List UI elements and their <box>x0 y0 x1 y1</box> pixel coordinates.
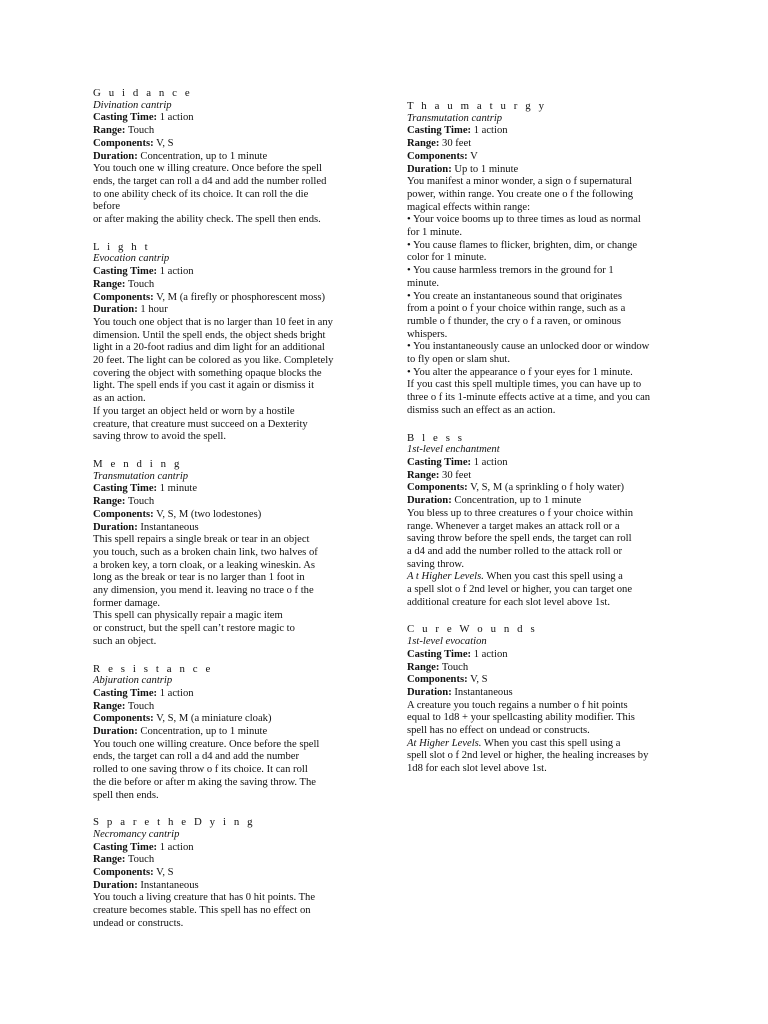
components-label: Components: <box>93 291 154 303</box>
description-line: This spell can physically repair a magic item <box>93 610 283 622</box>
at-higher-levels-label: At Higher Levels. <box>407 737 482 749</box>
description-line: or construct, but the spell can’t restore magic to <box>93 623 295 635</box>
description-line: You manifest a minor wonder, a sign o f supernatural <box>407 176 633 188</box>
components-row <box>93 138 355 151</box>
description-line: or after making the ability check. The spell then ends. <box>93 214 321 226</box>
duration-row <box>93 151 355 164</box>
description-line: spell has no effect on undead or constructs. <box>407 725 590 737</box>
spell-name: B l e s s <box>407 431 465 444</box>
components-value: V, S <box>153 867 174 879</box>
casting-time-value: 1 minute <box>157 483 198 495</box>
components-value: V, S, M (a sprinkling o f holy water) <box>467 482 625 494</box>
spell-name: M e n d i n g <box>93 457 182 470</box>
casting-time-row <box>407 125 687 138</box>
duration-row <box>93 726 355 739</box>
description-line: a spell slot o f 2nd level or higher, you can target one <box>407 584 633 596</box>
components-label: Components: <box>93 137 154 149</box>
duration-value: Concentration, up to 1 minute <box>137 726 268 738</box>
at-higher-levels-label: A t Higher Levels. <box>407 571 484 583</box>
description-line: minute. <box>407 277 440 289</box>
range-row <box>93 854 355 867</box>
description-line: long as the break or tear is no larger than 1 foot in <box>93 572 305 584</box>
components-row <box>407 151 687 164</box>
bullet-line: • You create an instantaneous sound that originates <box>407 290 622 302</box>
description-line: power, within range. You create one o f the following <box>407 188 634 200</box>
spell-name: C u r e W o u n d s <box>407 623 538 636</box>
description-line: dismiss such an effect as an action. <box>407 404 556 416</box>
casting-time-label: Casting Time: <box>93 266 158 278</box>
spell-school: Transmutation cantrip <box>93 470 189 482</box>
components-value: V <box>467 150 478 162</box>
description-line: saving throw before the spell ends, the target can roll <box>407 533 632 545</box>
duration-label: Duration: <box>407 163 452 175</box>
description-line: rolled to one saving throw o f its choice. It can roll <box>93 764 308 776</box>
description-line: A creature you touch regains a number o f hit points <box>407 699 628 711</box>
casting-time-value: 1 action <box>471 456 508 468</box>
description-line: You touch one w illing creature. Once before the spell <box>93 163 322 175</box>
components-row <box>93 292 355 305</box>
components-value: V, S, M (two lodestones) <box>153 508 262 520</box>
duration-label: Duration: <box>407 686 452 698</box>
range-value: Touch <box>125 700 155 712</box>
duration-value: Instantaneous <box>137 521 199 533</box>
range-value: Touch <box>125 125 155 137</box>
spell-school: Divination cantrip <box>93 99 172 111</box>
at-higher-levels-row <box>407 738 687 751</box>
spell-spare-the-dying <box>93 816 355 930</box>
duration-label: Duration: <box>93 879 138 891</box>
description-line: as an action. <box>93 393 146 405</box>
range-label: Range: <box>407 469 440 481</box>
bullet-line: • You alter the appearance o f your eyes for 1 minute. <box>407 366 633 378</box>
range-row <box>407 662 687 675</box>
duration-label: Duration: <box>93 304 138 316</box>
spell-mending <box>93 458 355 649</box>
spell-name: S p a r e t h e D y i n g <box>93 816 256 829</box>
components-row <box>407 482 687 495</box>
description-line: You touch one willing creature. Once before the spell <box>93 738 320 750</box>
range-row <box>407 470 687 483</box>
casting-time-row <box>407 457 687 470</box>
casting-time-row <box>407 649 687 662</box>
spell-name: R e s i s t a n c e <box>93 662 213 675</box>
range-row <box>93 701 355 714</box>
description-line: ends, the target can roll a d4 and add the number <box>93 751 300 763</box>
description-line: such an object. <box>93 635 157 647</box>
spell-school: Transmutation cantrip <box>407 112 503 124</box>
spell-name: G u i d a n c e <box>93 87 193 99</box>
duration-label: Duration: <box>407 495 452 507</box>
description-line: saving throw. <box>407 558 464 570</box>
components-row <box>93 867 355 880</box>
casting-time-label: Casting Time: <box>93 687 158 699</box>
range-value: 30 feet <box>439 138 472 150</box>
casting-time-value: 1 action <box>157 266 194 278</box>
casting-time-label: Casting Time: <box>93 841 158 853</box>
casting-time-row <box>93 266 355 279</box>
description-line: undead or constructs. <box>93 917 184 929</box>
description-line: If you cast this spell multiple times, you can have up to <box>407 379 642 391</box>
description-line: 1d8 for each slot level above 1st. <box>407 763 547 775</box>
at-higher-levels-row <box>407 571 687 584</box>
components-value: V, S, M (a miniature cloak) <box>153 713 272 725</box>
description-line: saving throw to avoid the spell. <box>93 431 226 443</box>
description-line: a d4 and add the number rolled to the attack roll or <box>407 545 623 557</box>
casting-time-label: Casting Time: <box>407 456 472 468</box>
description-line: former damage. <box>93 597 161 609</box>
range-row <box>407 138 687 151</box>
components-label: Components: <box>93 508 154 520</box>
description-line: When you cast this spell using a <box>483 571 623 583</box>
description-line: ends, the target can roll a d4 and add the number rolled <box>93 175 327 187</box>
description-line: rumble o f thunder, the cry o f a raven, or ominous <box>407 315 622 327</box>
components-label: Components: <box>93 713 154 725</box>
casting-time-value: 1 action <box>157 112 194 124</box>
duration-value: 1 hour <box>137 304 168 316</box>
spell-bless <box>407 432 687 610</box>
components-row <box>93 713 355 726</box>
description-line: creature, that creature must succeed on a Dexterity <box>93 418 308 430</box>
casting-time-value: 1 action <box>157 687 194 699</box>
components-value: V, S <box>467 674 488 686</box>
duration-value: Instantaneous <box>137 879 199 891</box>
duration-row <box>93 880 355 893</box>
description-line: You touch one object that is no larger than 10 feet in any <box>93 316 333 328</box>
description-line: You touch a living creature that has 0 hit points. The <box>93 892 316 904</box>
range-value: Touch <box>125 854 155 866</box>
duration-label: Duration: <box>93 521 138 533</box>
description-line: spell then ends. <box>93 789 159 801</box>
duration-row <box>93 522 355 535</box>
casting-time-row <box>93 112 355 125</box>
right-column <box>407 100 687 790</box>
description-line: If you target an object held or worn by a hostile <box>93 405 295 417</box>
left-column <box>93 87 355 945</box>
description-line: When you cast this spell using a <box>481 737 621 749</box>
description-line: light in a 20-foot radius and dim light for an additional <box>93 342 325 354</box>
components-value: V, S <box>153 137 174 149</box>
spell-school: 1st-level enchantment <box>407 444 500 456</box>
description-line: for 1 minute. <box>407 227 463 239</box>
spell-school: Necromancy cantrip <box>93 828 180 840</box>
range-value: Touch <box>125 278 155 290</box>
range-value: 30 feet <box>439 469 472 481</box>
range-row <box>93 125 355 138</box>
description-line: three o f its 1-minute effects active at a time, and you can <box>407 392 651 404</box>
description-line: covering the object with something opaque blocks the <box>93 367 322 379</box>
spell-resistance <box>93 663 355 803</box>
description-line: 20 feet. The light can be colored as you like. Completely <box>93 355 334 367</box>
description-line: magical effects within range: <box>407 201 531 213</box>
casting-time-label: Casting Time: <box>407 648 472 660</box>
description-line: to one ability check of its choice. It can roll the die <box>93 188 309 200</box>
components-label: Components: <box>407 150 468 162</box>
description-line: additional creature for each slot level above 1st. <box>407 596 610 608</box>
casting-time-value: 1 action <box>471 648 508 660</box>
casting-time-value: 1 action <box>157 841 194 853</box>
spell-thaumaturgy <box>407 100 687 418</box>
casting-time-label: Casting Time: <box>93 483 158 495</box>
description-line: any dimension, you mend it. leaving no trace o f the <box>93 585 314 597</box>
description-line: range. Whenever a target makes an attack roll or a <box>407 520 620 532</box>
bullet-line: • You cause harmless tremors in the ground for 1 <box>407 265 614 277</box>
description-line: dimension. Until the spell ends, the object sheds bright <box>93 329 326 341</box>
range-label: Range: <box>93 496 126 508</box>
description-line: color for 1 minute. <box>407 252 487 264</box>
range-label: Range: <box>93 125 126 137</box>
description-line: from a point o f your choice within range, such as a <box>407 303 626 315</box>
range-label: Range: <box>407 138 440 150</box>
spell-light <box>93 241 355 444</box>
description-line: you touch, such as a broken chain link, two halves of <box>93 546 318 558</box>
duration-row <box>407 687 687 700</box>
description-line: creature becomes stable. This spell has no effect on <box>93 905 311 917</box>
duration-row <box>407 164 687 177</box>
range-label: Range: <box>93 700 126 712</box>
description-line: You bless up to three creatures o f your choice within <box>407 507 634 519</box>
spell-cure-wounds <box>407 623 687 775</box>
spell-name: L i g h t <box>93 240 151 253</box>
duration-value: Up to 1 minute <box>451 163 519 175</box>
range-label: Range: <box>93 854 126 866</box>
casting-time-row <box>93 688 355 701</box>
spell-school: 1st-level evocation <box>407 636 487 648</box>
duration-label: Duration: <box>93 150 138 162</box>
casting-time-label: Casting Time: <box>407 125 472 137</box>
duration-label: Duration: <box>93 726 138 738</box>
casting-time-row <box>93 483 355 496</box>
spell-school: Evocation cantrip <box>93 253 170 265</box>
description-line: a broken key, a torn cloak, or a leaking wineskin. As <box>93 559 316 571</box>
duration-value: Concentration, up to 1 minute <box>451 495 582 507</box>
description-line: spell slot o f 2nd level or higher, the healing increases by <box>407 750 649 762</box>
range-label: Range: <box>93 278 126 290</box>
bullet-line: • Your voice booms up to three times as loud as normal <box>407 214 641 226</box>
spell-school: Abjuration cantrip <box>93 675 173 687</box>
casting-time-label: Casting Time: <box>93 112 158 124</box>
range-row <box>93 279 355 292</box>
duration-row <box>93 304 355 317</box>
spell-guidance <box>93 87 355 227</box>
components-row <box>407 674 687 687</box>
description-line: whispers. <box>407 328 448 340</box>
description-line: equal to 1d8 + your spellcasting ability modifier. This <box>407 712 635 724</box>
spell-name: T h a u m a t u r g y <box>407 100 547 112</box>
description-line: to fly open or slam shut. <box>407 354 510 366</box>
description-line: the die before or after m aking the saving throw. The <box>93 776 316 788</box>
description-line: before <box>93 201 121 213</box>
bullet-line: • You cause flames to flicker, brighten, dim, or change <box>407 239 638 251</box>
description-line: This spell repairs a single break or tear in an object <box>93 534 310 546</box>
description-line: light. The spell ends if you cast it again or dismiss it <box>93 380 315 392</box>
range-row <box>93 496 355 509</box>
duration-value: Concentration, up to 1 minute <box>137 150 268 162</box>
duration-value: Instantaneous <box>451 686 513 698</box>
components-label: Components: <box>407 674 468 686</box>
casting-time-row <box>93 842 355 855</box>
bullet-line: • You instantaneously cause an unlocked door or window <box>407 341 650 353</box>
components-label: Components: <box>93 867 154 879</box>
components-row <box>93 509 355 522</box>
components-value: V, M (a firefly or phosphorescent moss) <box>153 291 326 303</box>
components-label: Components: <box>407 482 468 494</box>
duration-row <box>407 495 687 508</box>
range-value: Touch <box>439 661 469 673</box>
range-value: Touch <box>125 496 155 508</box>
casting-time-value: 1 action <box>471 125 508 137</box>
range-label: Range: <box>407 661 440 673</box>
